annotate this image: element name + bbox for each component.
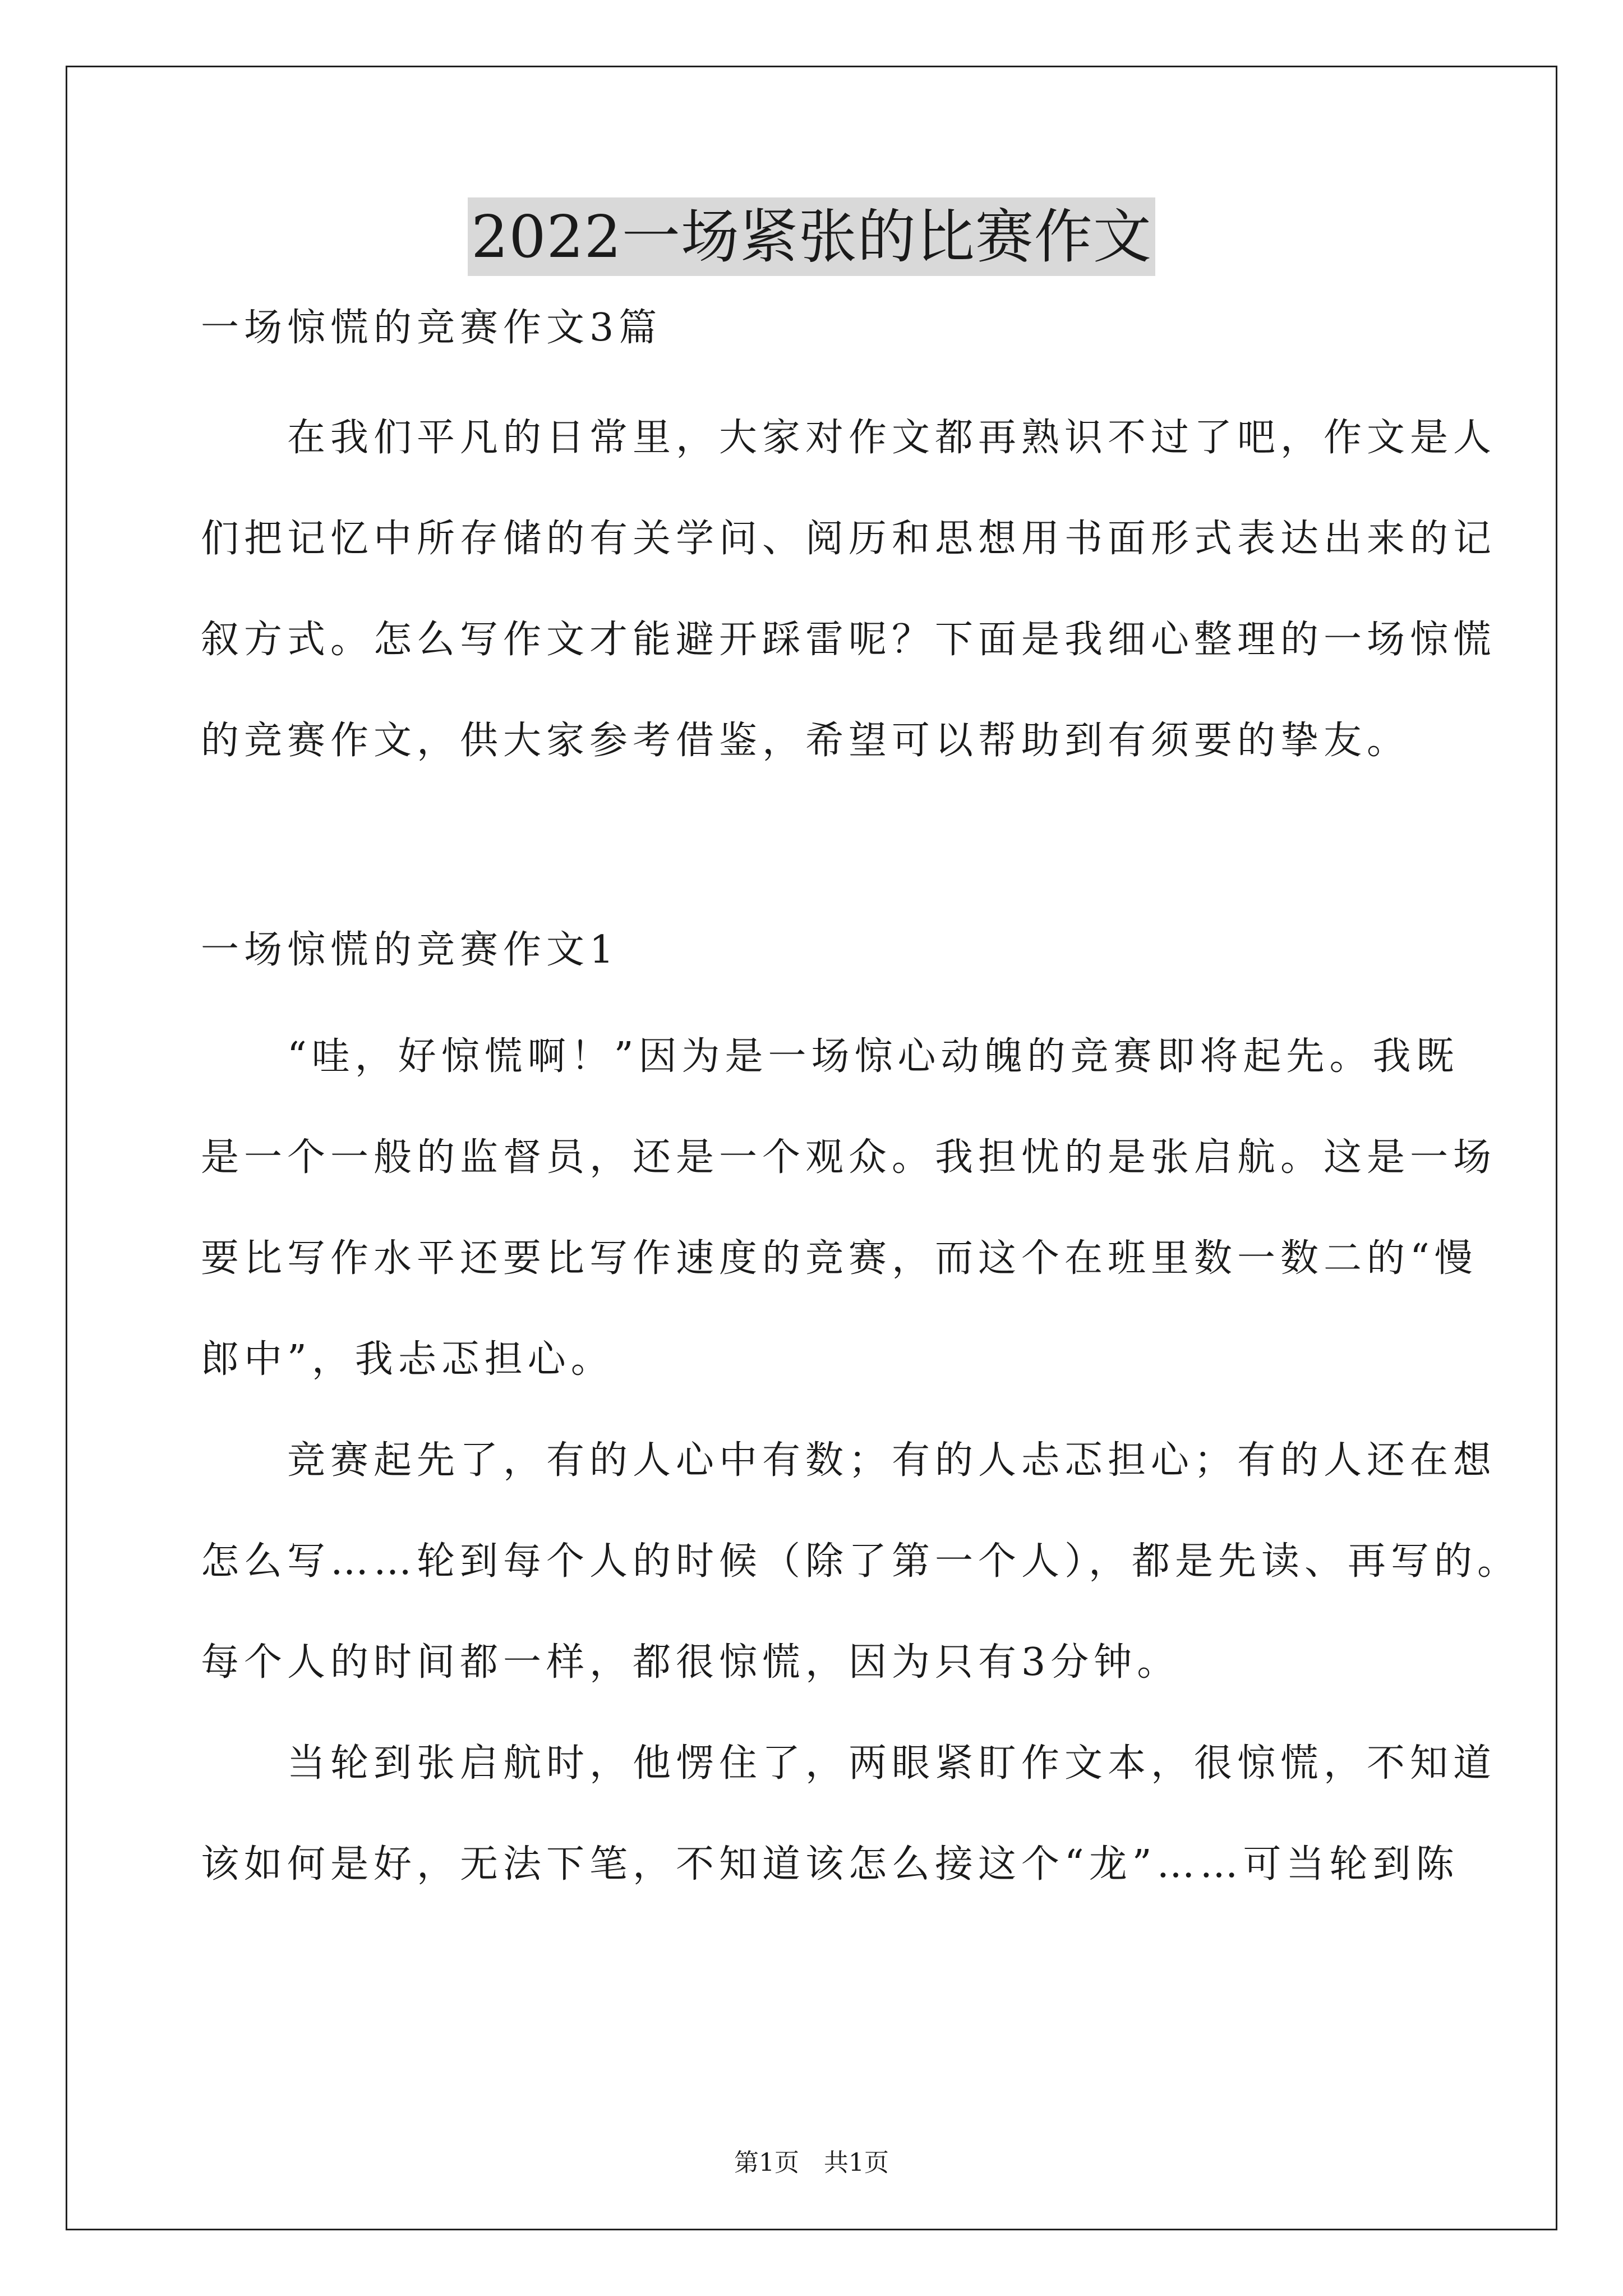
document-title: 2022一场紧张的比赛作文	[468, 197, 1155, 276]
paragraph-line: “哇，好惊慌啊！”因为是一场惊心动魄的竞赛即将起先。我既	[201, 1034, 1459, 1079]
section-heading: 一场惊慌的竞赛作文3篇	[201, 306, 662, 350]
paragraph-line: 每个人的时间都一样，都很惊慌，因为只有3分钟。	[201, 1640, 1181, 1685]
paragraph-line: 在我们平凡的日常里，大家对作文都再熟识不过了吧，作文是人	[201, 416, 1497, 460]
paragraph-line: 的竞赛作文，供大家参考借鉴，希望可以帮助到有须要的挚友。	[201, 719, 1410, 763]
paragraph-line: 竞赛起先了，有的人心中有数；有的人忐忑担心；有的人还在想	[201, 1438, 1497, 1483]
paragraph-line: 们把记忆中所存储的有关学问、阅历和思想用书面形式表达出来的记	[201, 517, 1497, 561]
paragraph-line: 该如何是好，无法下笔，不知道该怎么接这个“龙”……可当轮到陈	[201, 1842, 1459, 1887]
paragraph-line: 怎么写……轮到每个人的时候（除了第一个人），都是先读、再写的。	[201, 1539, 1521, 1584]
title-container	[0, 197, 1623, 276]
paragraph-line: 要比写作水平还要比写作速度的竞赛，而这个在班里数一数二的“慢	[201, 1236, 1478, 1281]
page-footer: 第1页 共1页	[734, 2148, 889, 2177]
paragraph-line: 叙方式。怎么写作文才能避开踩雷呢？下面是我细心整理的一场惊慌	[201, 618, 1497, 662]
paragraph-line: 郎中”，我忐忑担心。	[201, 1337, 614, 1382]
section-heading: 一场惊慌的竞赛作文1	[201, 928, 619, 972]
paragraph-line: 当轮到张启航时，他愣住了，两眼紧盯作文本，很惊慌，不知道	[201, 1741, 1497, 1786]
paragraph-line: 是一个一般的监督员，还是一个观众。我担忧的是张启航。这是一场	[201, 1135, 1497, 1180]
